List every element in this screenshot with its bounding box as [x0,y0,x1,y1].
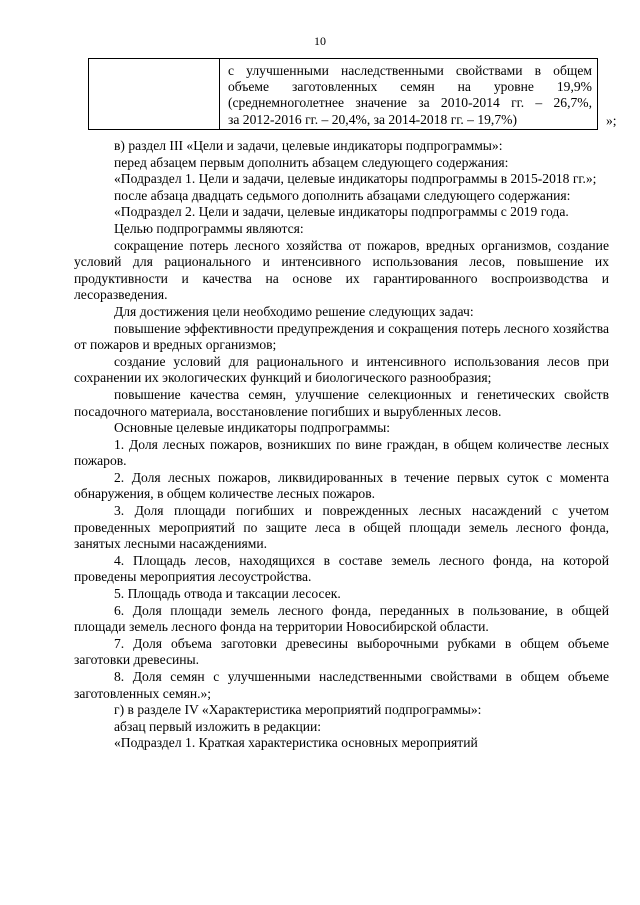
paragraph: перед абзацем первым дополнить абзацем следующего содержания: [114,154,509,170]
paragraph: 6. Доля площади земель лесного фонда, переданных в пользование, в общей площади земель лесного фонда на территории Новосибирской области. [74,602,609,635]
paragraph: г) в разделе IV «Характеристика мероприятий подпрограммы»: [114,702,482,718]
paragraph: сокращение потерь лесного хозяйства от пожаров, вредных организмов, создание условий для рационального и интенсивного использования лесов, повышение их продуктивности и качества на основе их гарантированного воспроизводства и лесоразведения. [74,237,609,303]
paragraph: «Подраздел 2. Цели и задачи, целевые индикаторы подпрограммы с 2019 года. [114,204,569,220]
paragraph: 5. Площадь отвода и таксации лесосек. [114,586,341,602]
paragraph: Для достижения цели необходимо решение следующих задач: [114,303,474,319]
table-cell-line: (среднемноголетнее значение за 2010-2014 гг. – 26,7%, [228,95,592,111]
paragraph: Целью подпрограммы являются: [114,220,304,236]
paragraph: создание условий для рационального и интенсивного использования лесов при сохранении их экологических функций и биологического разнообразия; [74,353,609,386]
document-body [74,138,609,752]
table-cell-line: с улучшенными наследственными свойствами в общем [228,63,592,78]
table-closing-quote: »; [606,113,617,128]
table-cell-line: за 2012-2016 гг. – 20,4%, за 2014-2018 гг. – 19,7%) [228,111,517,127]
table-cell-text [228,63,592,128]
paragraph: «Подраздел 1. Цели и задачи, целевые индикаторы подпрограммы в 2015-2018 гг.»; [114,171,597,187]
paragraph: абзац первый изложить в редакции: [114,718,322,734]
page-number: 10 [314,34,326,48]
paragraph: повышение эффективности предупреждения и сокращения потерь лесного хозяйства от пожаров и вредных организмов; [74,320,609,353]
paragraph: в) раздел III «Цели и задачи, целевые индикаторы подпрограммы»: [114,138,503,153]
table-column-divider [219,59,220,129]
paragraph: 1. Доля лесных пожаров, возникших по вине граждан, в общем количестве лесных пожаров. [74,436,609,469]
paragraph: после абзаца двадцать седьмого дополнить абзацами следующего содержания: [114,187,571,203]
paragraph: 2. Доля лесных пожаров, ликвидированных в течение первых суток с момента обнаружения, в общем количестве лесных пожаров. [74,469,609,502]
paragraph: «Подраздел 1. Краткая характеристика основных мероприятий [114,735,478,751]
paragraph: повышение качества семян, улучшение селекционных и генетических свойств посадочного материала, восстановление погибших и вырубленных лесов. [74,386,609,419]
table-fragment [88,58,598,130]
paragraph: 3. Доля площади погибших и поврежденных лесных насаждений с учетом проведенных мероприятий по защите леса в общей площади земель лесного фонда, занятых лесными насаждениями. [74,503,609,552]
paragraph: 4. Площадь лесов, находящихся в составе земель лесного фонда, на которой проведены мероприятия лесоустройства. [74,552,609,585]
paragraph: Основные целевые индикаторы подпрограммы: [114,420,390,436]
table-cell-line: объеме заготовленных семян на уровне 19,9% [228,79,592,95]
paragraph: 8. Доля семян с улучшенными наследственными свойствами в общем объеме заготовленных семян.»; [74,669,609,701]
paragraph: 7. Доля объема заготовки древесины выборочными рубками в общем объеме заготовки древесины. [74,635,609,668]
